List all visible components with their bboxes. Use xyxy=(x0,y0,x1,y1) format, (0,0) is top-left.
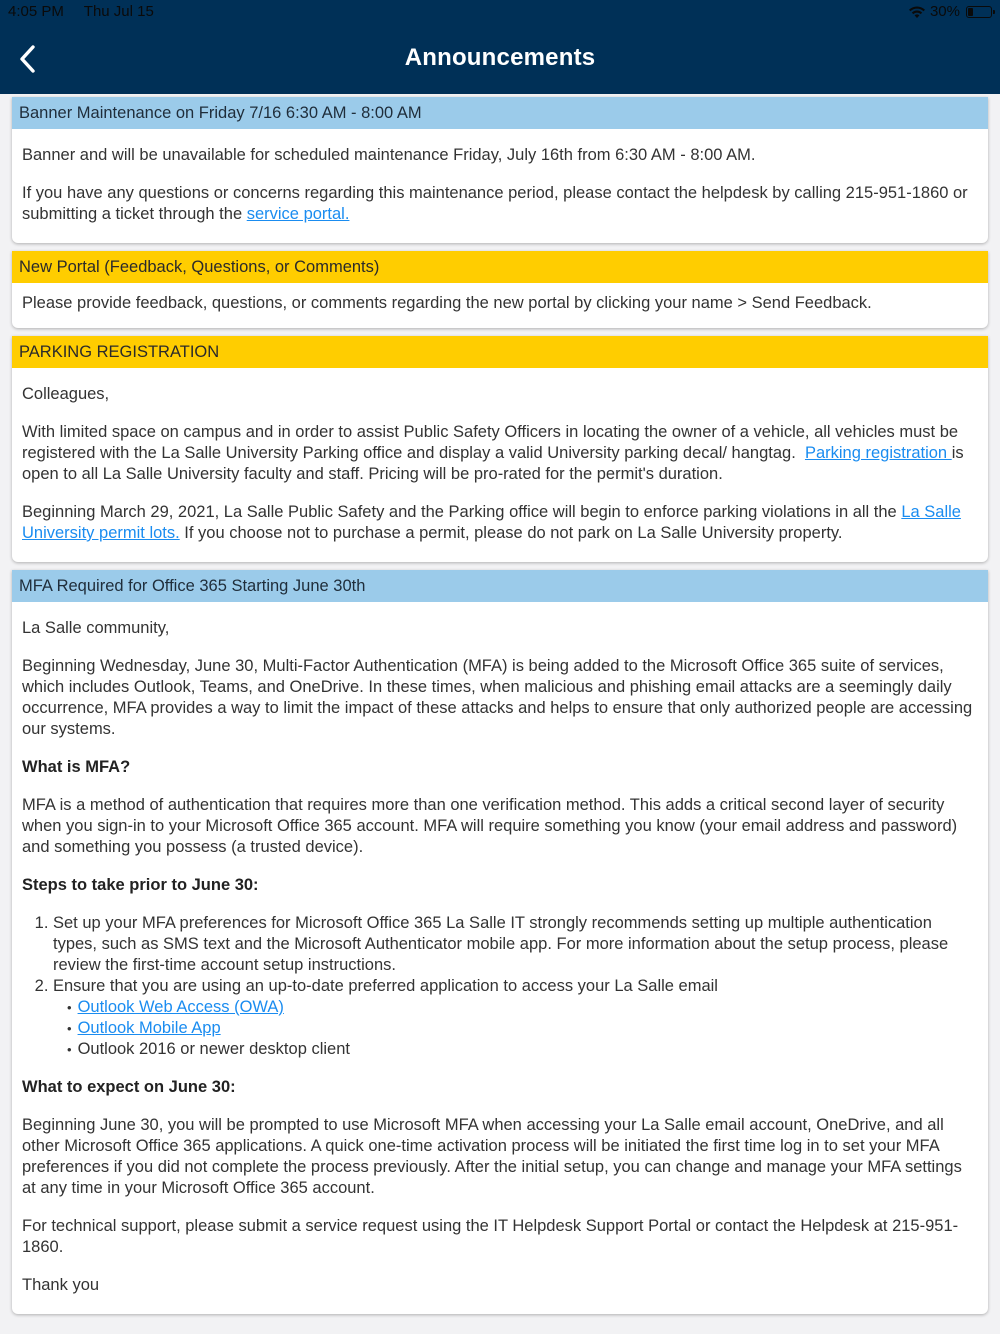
paragraph xyxy=(22,502,978,544)
service-portal-link[interactable]: service portal. xyxy=(246,205,350,223)
closing: Thank you xyxy=(22,1276,100,1294)
app-item xyxy=(67,1018,978,1039)
greeting: Colleagues, xyxy=(22,385,110,403)
section-heading: What to expect on June 30: xyxy=(22,1078,236,1096)
wifi-icon xyxy=(908,5,926,19)
greeting: La Salle community, xyxy=(22,619,170,637)
text: Beginning March 29, 2021, La Salle Public Safety and the Parking office will begin to enforce parking violations in all the xyxy=(22,503,902,521)
paragraph: Beginning June 30, you will be prompted to use Microsoft MFA when accessing your La Salle email account, OneDrive, and all other Microsoft Office 365 applications. A quick one-time activation process will be initiated the first time log in to set your MFA preferences if you did not complete the process previously. After the initial setup, you can change and manage your MFA settings at any time in your Microsoft Office 365 account. xyxy=(22,1116,962,1197)
text: Outlook 2016 or newer desktop client xyxy=(77,1040,350,1058)
battery-percent: 30% xyxy=(929,3,960,20)
paragraph xyxy=(22,183,978,225)
parking-registration-link[interactable]: Parking registration xyxy=(804,444,952,462)
nav-bar xyxy=(0,36,1000,82)
announcement-body xyxy=(12,283,988,328)
section-heading: Steps to take prior to June 30: xyxy=(22,876,259,894)
step-item: 1. Set up your MFA preferences for Microsoft Office 365 La Salle IT strongly recommends setting up multiple authentication types, such as SMS text and the Microsoft Authenticator mobile app. For more information about the setup process, please review the first-time account setup instructions. xyxy=(53,913,978,976)
announcement-card xyxy=(12,97,988,243)
owa-link[interactable]: Outlook Web Access (OWA) xyxy=(77,998,284,1016)
announcement-title: MFA Required for Office 365 Starting June 30th xyxy=(12,570,988,602)
paragraph xyxy=(22,422,978,485)
paragraph: Beginning Wednesday, June 30, Multi-Factor Authentication (MFA) is being added to the Microsoft Office 365 suite of services, which includes Outlook, Teams, and OneDrive. In these times, when malicious and phishing email attacks are a seemingly daily occurrence, MFA provides a way to limit the impact of these attacks and helps to ensure that only authorized people are accessing our systems. xyxy=(22,657,973,738)
text: If you choose not to purchase a permit, please do not park on La Salle University property. xyxy=(179,524,843,542)
announcement-card xyxy=(12,251,988,328)
announcement-card xyxy=(12,336,988,562)
text: With limited space on campus and in order to assist Public Safety Officers in locating the owner of a vehicle, all vehicles must be registered with the La Salle University Parking office and display a valid University parking decal/ hangtag. xyxy=(22,423,963,462)
app-list xyxy=(53,997,978,1060)
app-item xyxy=(67,1039,978,1060)
status-bar xyxy=(8,3,992,23)
battery-icon xyxy=(966,6,992,18)
status-date: Thu Jul 15 xyxy=(83,3,154,20)
announcement-title: New Portal (Feedback, Questions, or Comments) xyxy=(12,251,988,283)
permit-lots-link[interactable]: La Salle University permit lots. xyxy=(22,503,961,542)
paragraph: MFA is a method of authentication that requires more than one verification method. This adds a critical second layer of security when you sign-in to your Microsoft Office 365 account. MFA will require something you know (your email address and password) and something you possess (a trusted device). xyxy=(22,796,958,856)
announcement-title: Banner Maintenance on Friday 7/16 6:30 AM - 8:00 AM xyxy=(12,97,988,129)
step-item xyxy=(53,976,978,1060)
text: Ensure that you are using an up-to-date preferred application to access your La Salle email xyxy=(53,977,718,995)
steps-list xyxy=(22,913,978,1060)
status-time: 4:05 PM xyxy=(8,3,64,20)
paragraph: Please provide feedback, questions, or comments regarding the new portal by clicking your name > Send Feedback. xyxy=(22,294,872,312)
outlook-mobile-link[interactable]: Outlook Mobile App xyxy=(77,1019,221,1037)
announcement-title: PARKING REGISTRATION xyxy=(12,336,988,368)
text: is open to all La Salle University faculty and staff. Pricing will be pro-rated for the permit's duration. xyxy=(22,444,964,483)
page-title: Announcements xyxy=(404,44,596,71)
text: If you have any questions or concerns regarding this maintenance period, please contact the helpdesk by calling 215-951-1860 or submitting a ticket through the xyxy=(22,184,968,223)
section-heading: What is MFA? xyxy=(22,758,131,776)
announcement-body xyxy=(12,602,988,1314)
announcement-body xyxy=(12,368,988,562)
announcements-list xyxy=(12,97,988,1322)
paragraph: For technical support, please submit a service request using the IT Helpdesk Support Portal or contact the Helpdesk at 215-951-1860. xyxy=(22,1217,959,1256)
announcement-body xyxy=(12,129,988,243)
top-bar xyxy=(0,0,1000,94)
paragraph: Banner and will be unavailable for scheduled maintenance Friday, July 16th from 6:30 AM - 8:00 AM. xyxy=(22,146,756,164)
app-item xyxy=(67,997,978,1018)
announcement-card xyxy=(12,570,988,1314)
